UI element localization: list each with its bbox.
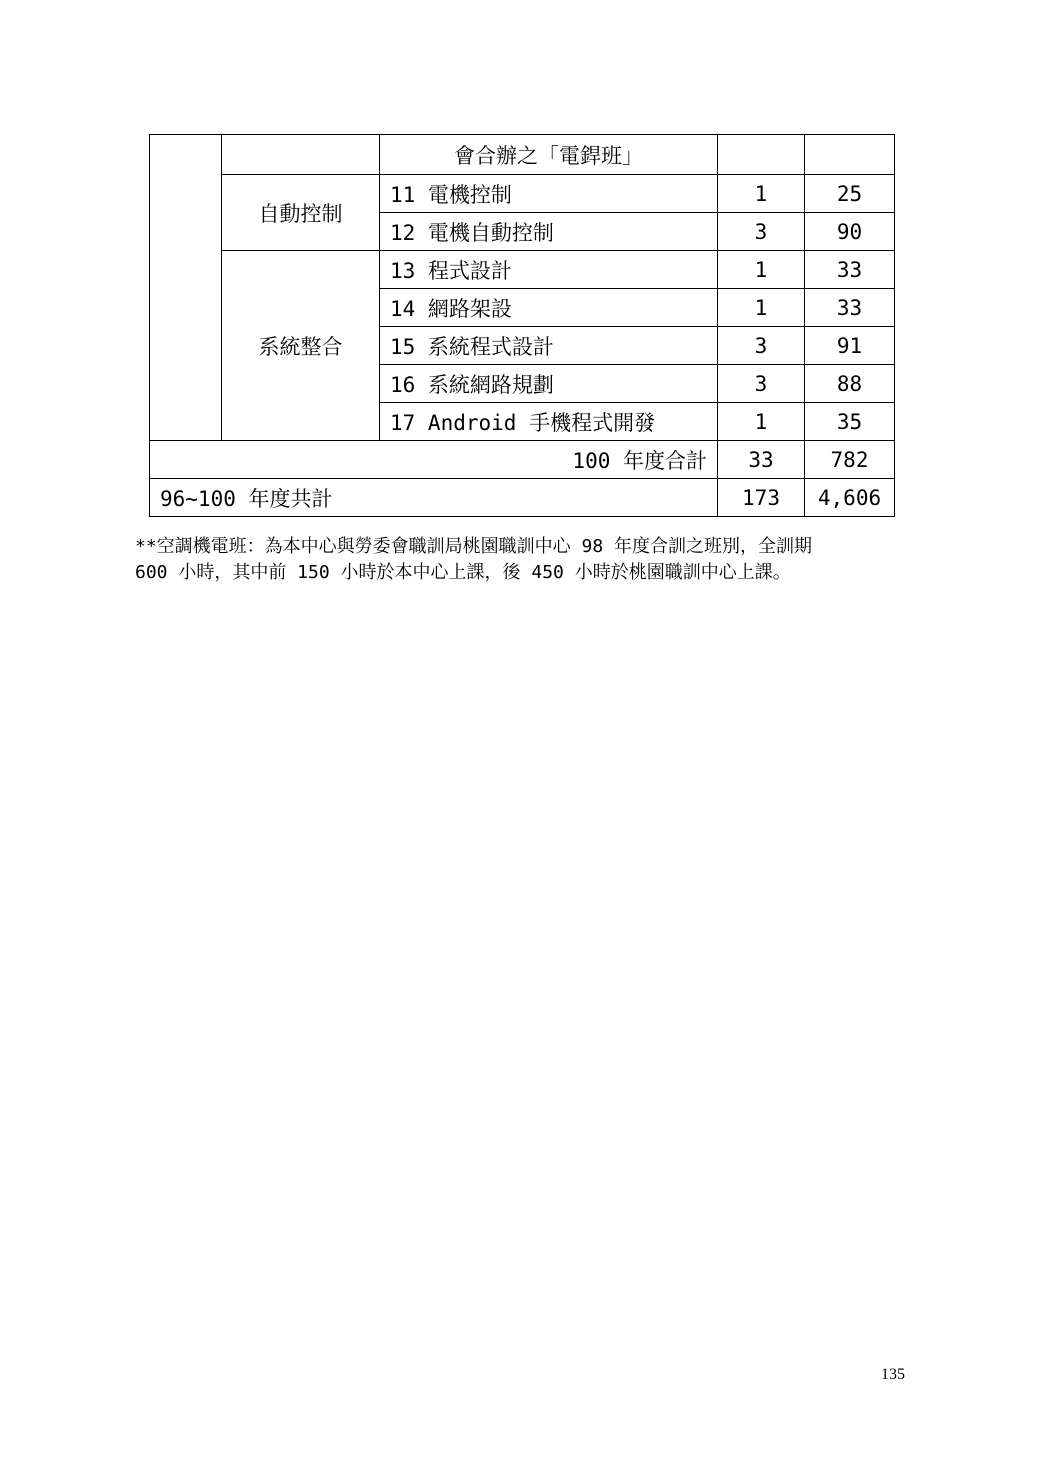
footnote-line: 600 小時，其中前 150 小時於本中心上課，後 450 小時於桃園職訓中心上課。: [135, 562, 791, 583]
people-cell: 90: [805, 213, 895, 251]
people-cell: 88: [805, 365, 895, 403]
grand-total-people: 4,606: [805, 479, 895, 517]
empty-cell: [150, 135, 222, 441]
table-row: [150, 135, 895, 175]
page-number: 135: [881, 1366, 905, 1383]
category-cell: 系統整合: [222, 251, 380, 441]
item-cell: 12 電機自動控制: [380, 213, 718, 251]
year-total-label: 100 年度合計: [150, 441, 718, 479]
empty-cell: [222, 135, 380, 175]
footnote: [135, 534, 935, 586]
people-cell: 91: [805, 327, 895, 365]
classes-cell: 1: [718, 251, 805, 289]
item-cell: 17 Android 手機程式開發: [380, 403, 718, 441]
people-cell: 33: [805, 289, 895, 327]
classes-cell: 1: [718, 175, 805, 213]
empty-cell: [718, 135, 805, 175]
classes-cell: 3: [718, 365, 805, 403]
year-total-people: 782: [805, 441, 895, 479]
grand-total-row: [150, 479, 895, 517]
item-cell: 會合辦之「電銲班」: [380, 135, 718, 175]
table-row: [150, 175, 895, 213]
grand-total-label: 96~100 年度共計: [150, 479, 718, 517]
table-row: [150, 251, 895, 289]
item-cell: 11 電機控制: [380, 175, 718, 213]
classes-cell: 3: [718, 213, 805, 251]
people-cell: 35: [805, 403, 895, 441]
item-cell: 15 系統程式設計: [380, 327, 718, 365]
training-table: [149, 134, 895, 517]
footnote-line: **空調機電班：為本中心與勞委會職訓局桃園職訓中心 98 年度合訓之班別，全訓期: [135, 536, 813, 557]
people-cell: 25: [805, 175, 895, 213]
empty-cell: [805, 135, 895, 175]
classes-cell: 1: [718, 289, 805, 327]
grand-total-classes: 173: [718, 479, 805, 517]
people-cell: 33: [805, 251, 895, 289]
classes-cell: 1: [718, 403, 805, 441]
item-cell: 16 系統網路規劃: [380, 365, 718, 403]
item-cell: 14 網路架設: [380, 289, 718, 327]
year-total-classes: 33: [718, 441, 805, 479]
classes-cell: 3: [718, 327, 805, 365]
year-total-row: [150, 441, 895, 479]
item-cell: 13 程式設計: [380, 251, 718, 289]
category-cell: 自動控制: [222, 175, 380, 251]
